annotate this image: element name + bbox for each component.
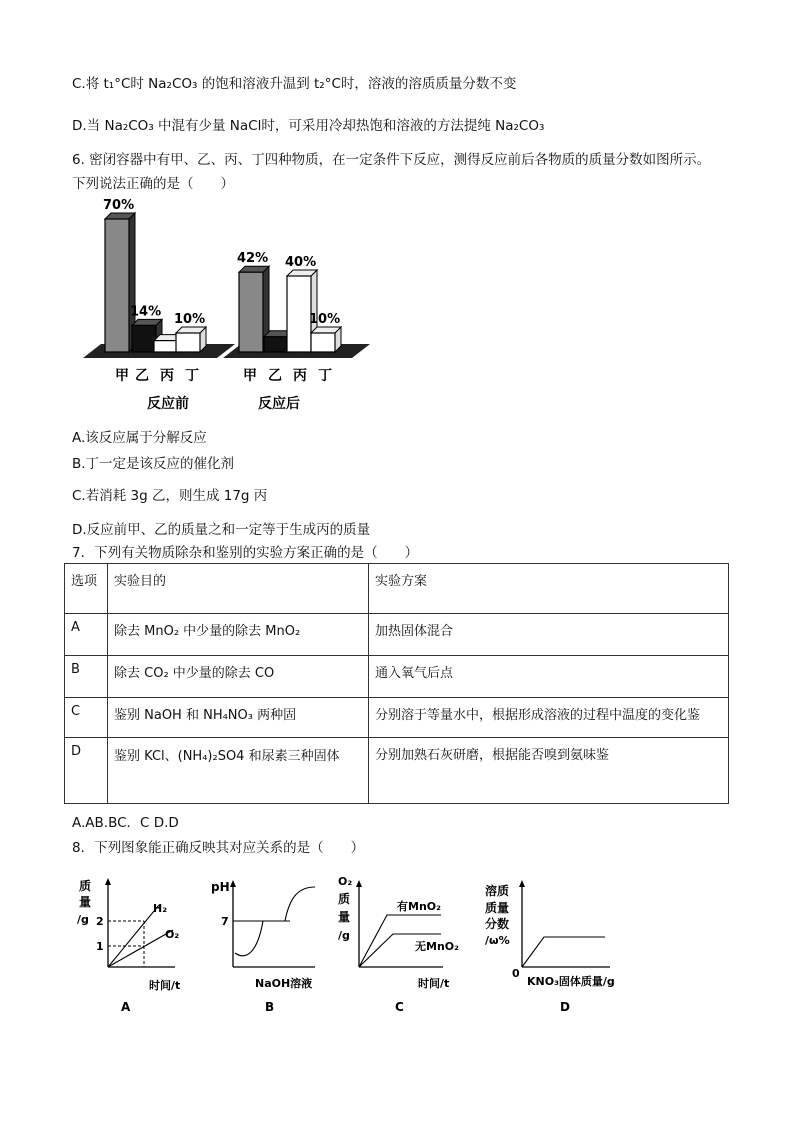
svg-text:质: 质 <box>79 879 92 893</box>
q6-option-c: C.若消耗 3g 乙，则生成 17g 丙 <box>72 488 268 504</box>
cat-label-after-yi: 乙 <box>268 368 282 384</box>
q7-stem: 7．下列有关物质除杂和鉴别的实验方案正确的是（ ） <box>72 545 419 561</box>
cat-label-before-ding: 丁 <box>185 368 199 384</box>
svg-text:/ω%: /ω% <box>485 934 510 947</box>
data-label-after-jia: 42% <box>237 251 269 267</box>
svg-text:2: 2 <box>96 915 104 928</box>
bar-before-bing <box>154 341 178 352</box>
header-plan: 实验方案 <box>369 564 729 614</box>
group-label-after: 反应后 <box>258 396 300 412</box>
graph-a <box>77 878 180 1014</box>
svg-text:有MnO₂: 有MnO₂ <box>397 900 441 913</box>
cat-label-before-jia: 甲 <box>115 368 129 384</box>
bar-before-ding <box>176 333 200 352</box>
svg-text:0: 0 <box>512 967 520 980</box>
data-label-before-ding: 10% <box>174 312 206 327</box>
cat-label-before-yi: 乙 <box>135 368 149 384</box>
cell-purpose: 除去 MnO₂ 中少量的除去 MnO₂ <box>108 614 369 656</box>
svg-text:C: C <box>395 1000 404 1014</box>
header-purpose: 实验目的 <box>108 564 369 614</box>
bar-after-ding <box>311 333 335 352</box>
bar-before-jia <box>105 219 129 352</box>
q8-graphs <box>75 865 635 1015</box>
graph-d <box>485 880 615 1014</box>
header-option: 选项 <box>65 564 108 614</box>
svg-text:1: 1 <box>96 940 104 953</box>
svg-text:分数: 分数 <box>485 917 510 931</box>
svg-text:时间/t: 时间/t <box>418 977 450 990</box>
cell-plan: 分别溶于等量水中，根据形成溶液的过程中温度的变化鉴 <box>369 698 729 738</box>
bar-top-1-bing <box>287 270 317 276</box>
bar-top-0-yi <box>132 319 162 325</box>
q7-answers: A.AB.BC．C D.D <box>72 815 179 831</box>
cell-plan: 加热固体混合 <box>369 614 729 656</box>
svg-text:KNO₃固体质量/g: KNO₃固体质量/g <box>527 975 615 988</box>
table-row <box>65 614 729 656</box>
data-label-before-yi: 14% <box>130 304 162 320</box>
svg-text:量: 量 <box>79 895 92 909</box>
q6-option-a: A.该反应属于分解反应 <box>72 430 207 446</box>
table-row <box>65 698 729 738</box>
cell-purpose: 鉴别 KCl、(NH₄)₂SO4 和尿素三种固体 <box>108 738 369 804</box>
q5-option-c: C.将 t₁°C时 Na₂CO₃ 的饱和溶液升温到 t₂°C时，溶液的溶质质量分数不变 <box>72 76 517 92</box>
data-label-after-bing: 40% <box>285 255 317 270</box>
svg-text:A: A <box>121 1000 131 1014</box>
cell-option: A <box>65 614 108 656</box>
table-row <box>65 738 729 804</box>
bar-top-1-jia <box>239 266 269 272</box>
bar-top-0-ding <box>176 327 206 333</box>
q8-stem: 8．下列图象能正确反映其对应关系的是（ ） <box>72 840 365 856</box>
cell-plan: 通入氧气后点 <box>369 656 729 698</box>
cell-purpose: 除去 CO₂ 中少量的除去 CO <box>108 656 369 698</box>
bar-after-yi <box>264 337 288 352</box>
cat-label-after-ding: 丁 <box>318 368 332 384</box>
svg-text:质: 质 <box>338 892 351 906</box>
svg-text:O₂: O₂ <box>338 875 353 888</box>
bar-after-bing <box>287 276 311 352</box>
cell-plan: 分别加熟石灰研磨，根据能否嗅到氨味鉴 <box>369 738 729 804</box>
q6-bar-chart <box>75 198 375 418</box>
q6-option-b: B.丁一定是该反应的催化剂 <box>72 456 235 472</box>
cell-purpose: 鉴别 NaOH 和 NH₄NO₃ 两种固 <box>108 698 369 738</box>
cat-label-after-bing: 丙 <box>293 368 307 384</box>
q5-option-d: D.当 Na₂CO₃ 中混有少量 NaCl时，可采用冷却热饱和溶液的方法提纯 Na₂CO₃ <box>72 118 545 134</box>
svg-text:H₂: H₂ <box>153 902 168 915</box>
q6-stem-line1: 6. 密闭容器中有甲、乙、丙、丁四种物质，在一定条件下反应，测得反应前后各物质的质量分数如图所示。 <box>72 152 711 168</box>
bar-after-jia <box>239 272 263 352</box>
svg-text:O₂: O₂ <box>165 928 180 941</box>
svg-text:质量: 质量 <box>485 901 510 915</box>
svg-text:溶质: 溶质 <box>485 884 510 898</box>
group-label-before: 反应前 <box>147 396 189 412</box>
table-header-row <box>65 564 729 614</box>
graph-c <box>338 875 459 1014</box>
svg-text:无MnO₂: 无MnO₂ <box>415 940 459 953</box>
graph-b <box>211 880 315 1014</box>
svg-text:B: B <box>265 1000 275 1014</box>
svg-text:pH: pH <box>211 880 230 894</box>
cell-option: D <box>65 738 108 804</box>
q6-stem-line2: 下列说法正确的是（ ） <box>72 176 234 192</box>
data-label-after-ding: 10% <box>309 312 341 327</box>
bar-top-1-ding <box>311 327 341 333</box>
data-label-before-jia: 70% <box>103 198 135 213</box>
svg-text:/g: /g <box>77 913 89 926</box>
svg-text:NaOH溶液: NaOH溶液 <box>255 977 313 990</box>
svg-text:量: 量 <box>338 910 351 924</box>
cat-label-before-bing: 丙 <box>160 368 174 384</box>
bar-top-0-jia <box>105 213 135 219</box>
svg-text:D: D <box>560 1000 570 1014</box>
cat-label-after-jia: 甲 <box>243 368 257 384</box>
q6-option-d: D.反应前甲、乙的质量之和一定等于生成丙的质量 <box>72 522 371 538</box>
cell-option: B <box>65 656 108 698</box>
svg-text:时间/t: 时间/t <box>149 979 181 992</box>
table-row <box>65 656 729 698</box>
svg-text:/g: /g <box>338 929 350 942</box>
bar-before-yi <box>132 325 156 352</box>
svg-text:7: 7 <box>221 915 229 928</box>
cell-option: C <box>65 698 108 738</box>
q7-table <box>64 563 729 804</box>
